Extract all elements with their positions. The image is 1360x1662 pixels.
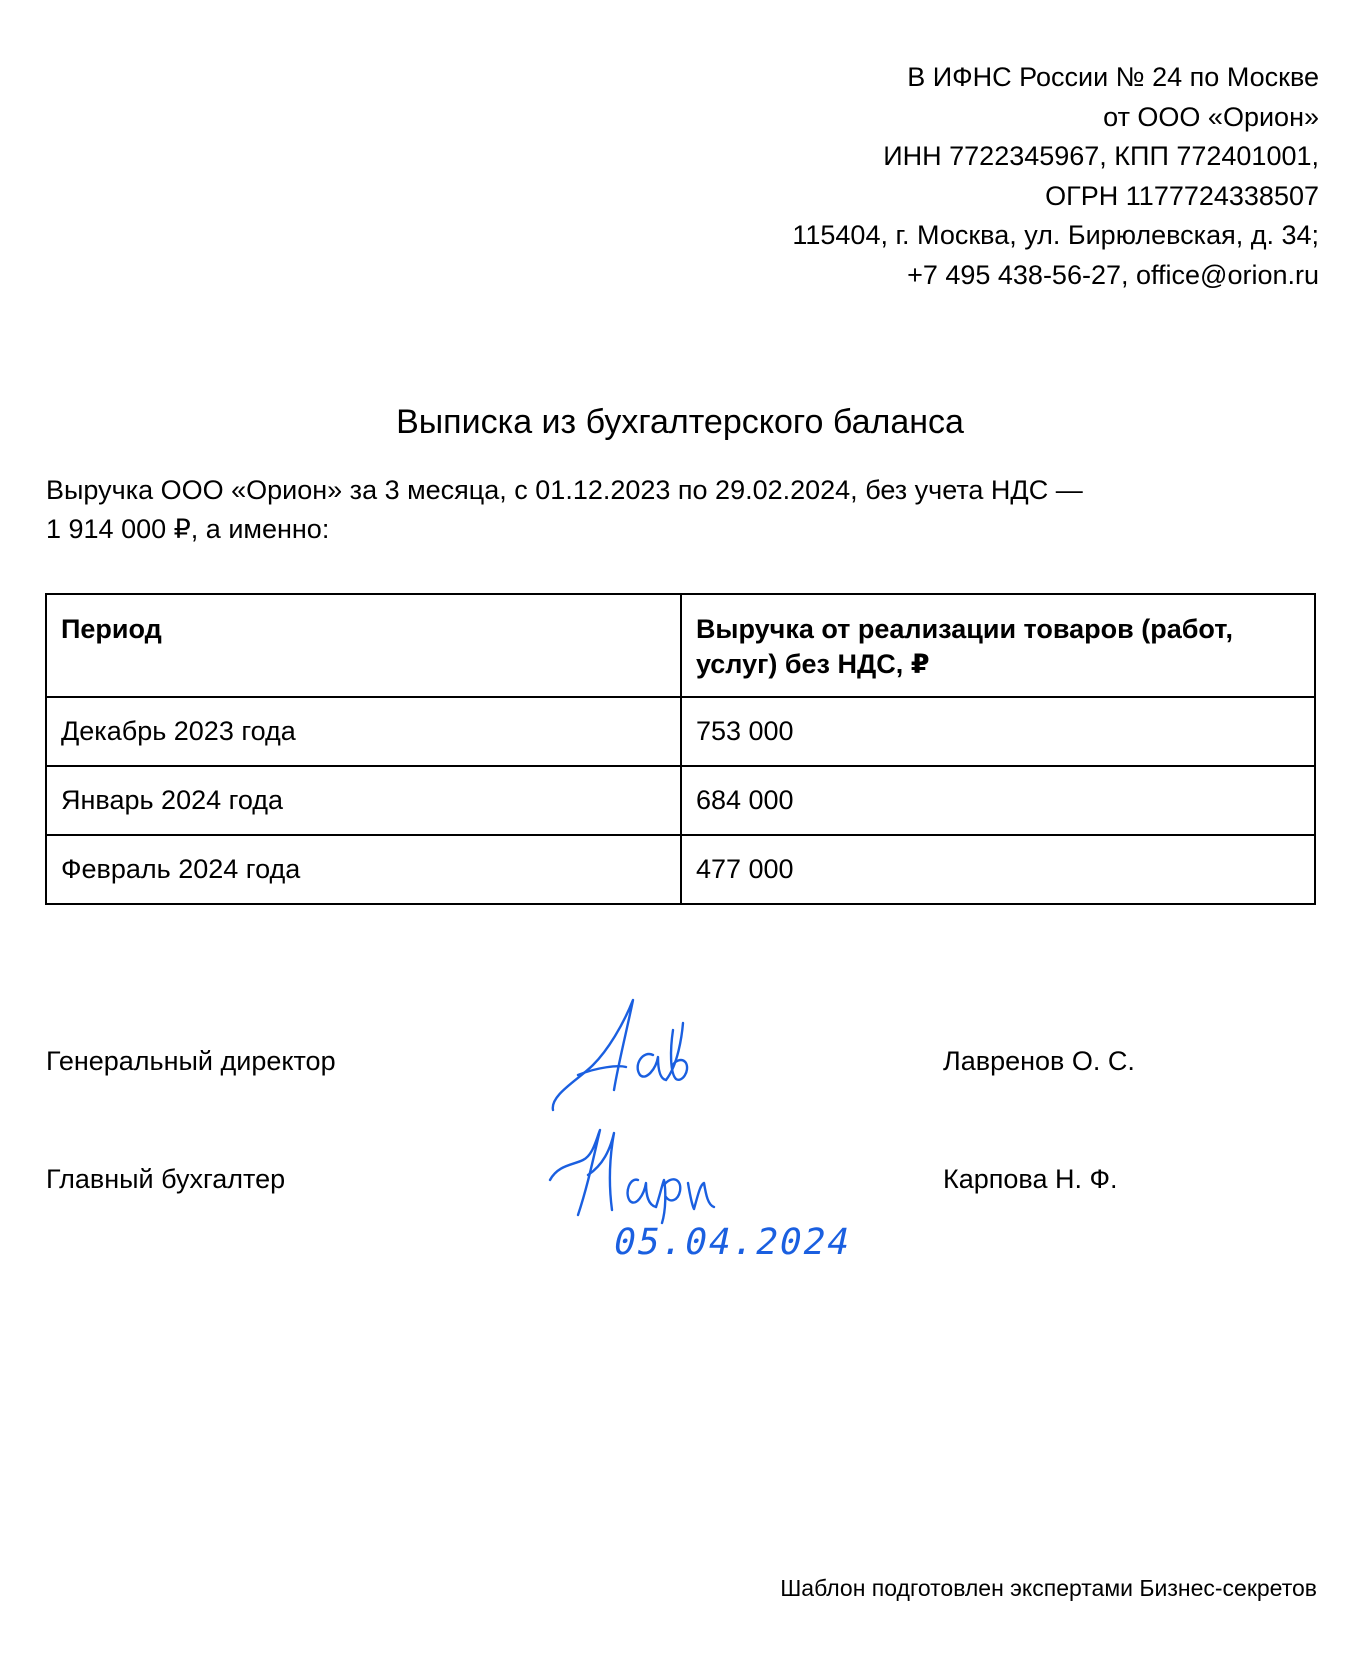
- intro-paragraph: [46, 471, 1286, 549]
- intro-line: Выручка ООО «Орион» за 3 месяца, с 01.12.2023 по 29.02.2024, без учета НДС —: [46, 475, 1083, 505]
- addressee-line: В ИФНС России № 24 по Москве: [907, 62, 1319, 92]
- director-signature: [548, 995, 738, 1120]
- header-revenue: Выручка от реализации товаров (работ, услуг) без НДС, ₽: [681, 594, 1315, 697]
- header-period: Период: [46, 594, 681, 697]
- signature-name-director: Лавренов О. С.: [943, 1046, 1135, 1076]
- template-credit: Шаблон подготовлен экспертами Бизнес-секретов: [780, 1575, 1317, 1601]
- addressee-block: [519, 58, 1319, 295]
- document-title: Выписка из бухгалтерского баланса: [396, 403, 964, 441]
- revenue-cell: 753 000: [681, 697, 1315, 766]
- accountant-signature: [548, 1125, 748, 1225]
- handwritten-date: 05.04.2024: [609, 1222, 856, 1263]
- period-cell: Декабрь 2023 года: [46, 697, 681, 766]
- table-header-row: [46, 594, 1315, 697]
- revenue-cell: 684 000: [681, 766, 1315, 835]
- ogrn-line: ОГРН 1177724338507: [1045, 180, 1319, 211]
- table-row: [46, 766, 1315, 835]
- inn-kpp-line: ИНН 7722345967, КПП 772401001,: [883, 141, 1319, 171]
- period-cell: Январь 2024 года: [46, 766, 681, 835]
- contacts-line: +7 495 438-56-27, office@orion.ru: [907, 259, 1319, 290]
- signature-role-accountant: Главный бухгалтер: [46, 1164, 286, 1194]
- period-cell: Февраль 2024 года: [46, 835, 681, 904]
- sender-line: от ООО «Орион»: [1103, 101, 1319, 132]
- table-row: [46, 697, 1315, 766]
- intro-line: 1 914 000 ₽, а именно:: [46, 514, 330, 544]
- signature-name-accountant: Карпова Н. Ф.: [943, 1164, 1118, 1194]
- signature-role-director: Генеральный директор: [46, 1046, 336, 1076]
- revenue-table: [45, 593, 1316, 905]
- table-row: [46, 835, 1315, 904]
- revenue-cell: 477 000: [681, 835, 1315, 904]
- address-line: 115404, г. Москва, ул. Бирюлевская, д. 34;: [792, 220, 1319, 250]
